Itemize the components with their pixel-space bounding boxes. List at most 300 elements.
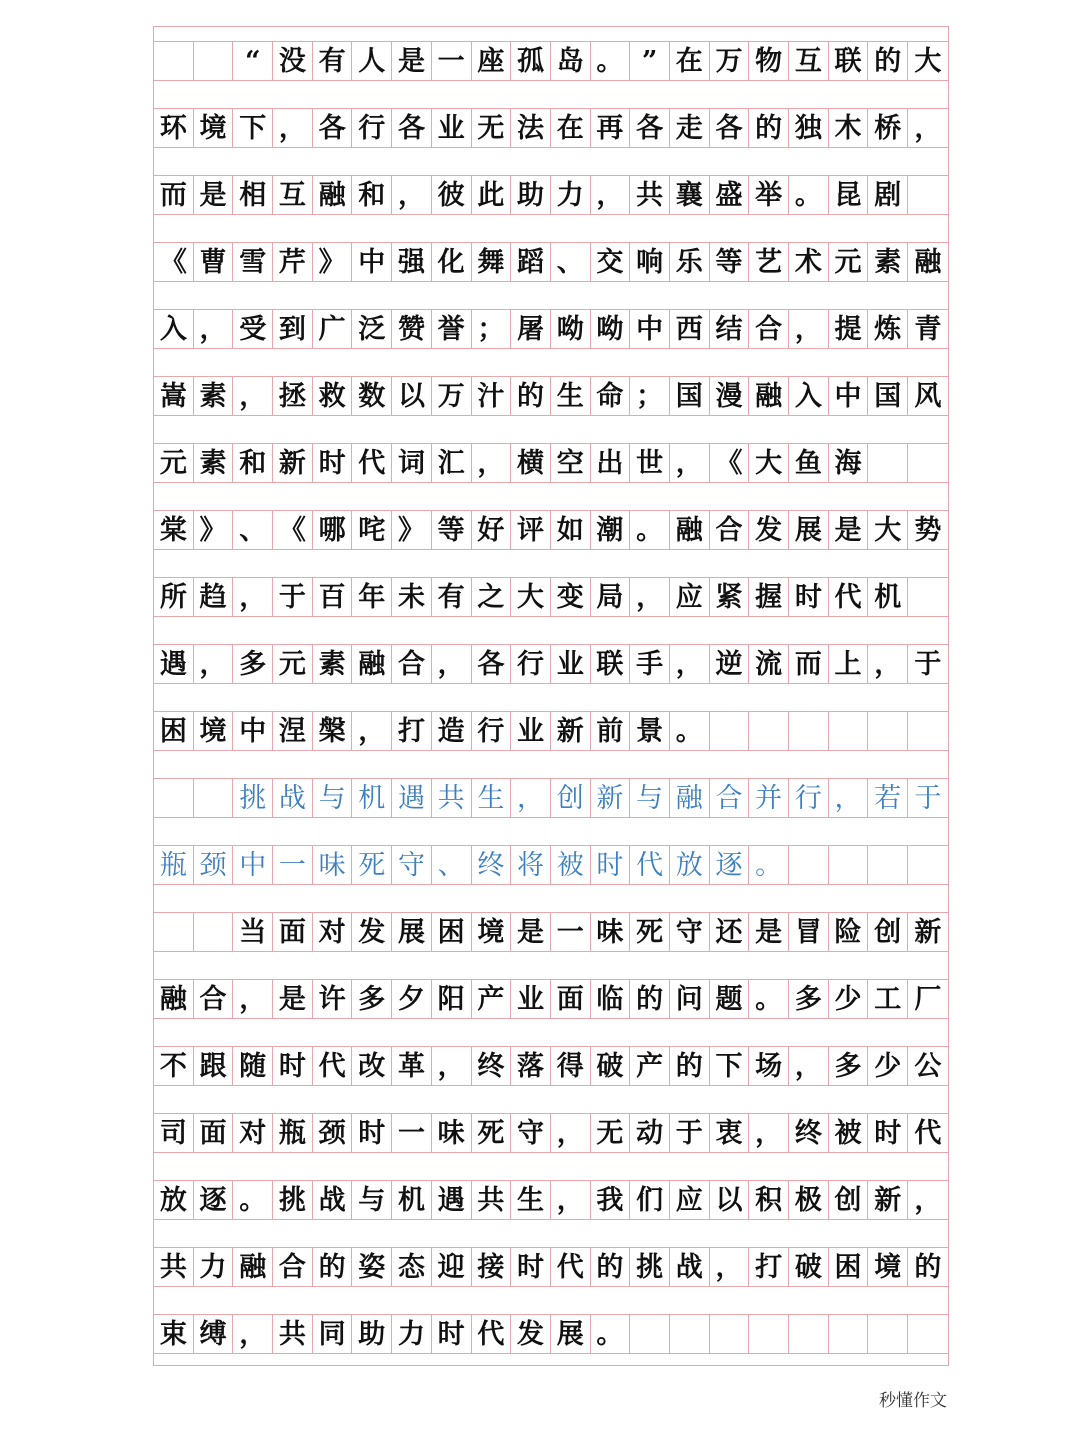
grid-cell: 许 (313, 979, 353, 1019)
grid-cell (829, 845, 869, 885)
grid-cell: 代 (829, 577, 869, 617)
grid-cell: 机 (352, 778, 392, 818)
text-row (154, 108, 948, 148)
grid-cell (194, 41, 234, 81)
grid-cell: 到 (273, 309, 313, 349)
grid-cell: 境 (472, 912, 512, 952)
grid-cell: 流 (749, 644, 789, 684)
grid-cell: 而 (789, 644, 829, 684)
grid-cell: 走 (670, 108, 710, 148)
grid-cell: 变 (551, 577, 591, 617)
grid-cell: 机 (392, 1180, 432, 1220)
grid-cell: 数 (352, 376, 392, 416)
text-row (154, 845, 948, 885)
grid-cell: 国 (868, 376, 908, 416)
grid-cell: 融 (908, 242, 948, 282)
grid-cell: 死 (630, 912, 670, 952)
grid-cell: 极 (789, 1180, 829, 1220)
grid-cell: 咤 (352, 510, 392, 550)
grid-cell: 是 (749, 912, 789, 952)
grid-cell: 共 (273, 1314, 313, 1354)
grid-cell (194, 912, 234, 952)
grid-cell: 面 (273, 912, 313, 952)
text-row (154, 577, 948, 617)
grid-cell: 生 (511, 1180, 551, 1220)
grid-cell: 代 (472, 1314, 512, 1354)
grid-cell: ， (472, 443, 512, 483)
grid-cell: ， (670, 443, 710, 483)
grid-cell: 蹈 (511, 242, 551, 282)
grid-cell: 代 (630, 845, 670, 885)
grid-cell: 束 (154, 1314, 194, 1354)
grid-cell: 时 (511, 1247, 551, 1287)
grid-cell: 多 (233, 644, 273, 684)
grid-cell: 棠 (154, 510, 194, 550)
grid-cell: 挑 (233, 778, 273, 818)
grid-cell: 当 (233, 912, 273, 952)
grid-cell: 此 (472, 175, 512, 215)
grid-cell: 呦 (551, 309, 591, 349)
grid-cell: 入 (789, 376, 829, 416)
grid-cell: 未 (392, 577, 432, 617)
grid-cell: 境 (868, 1247, 908, 1287)
grid-cell: 融 (670, 778, 710, 818)
grid-cell: 合 (194, 979, 234, 1019)
grid-cell: 挑 (273, 1180, 313, 1220)
grid-cell: 创 (829, 1180, 869, 1220)
grid-cell: 合 (273, 1247, 313, 1287)
grid-cell: 广 (313, 309, 353, 349)
grid-cell: 面 (194, 1113, 234, 1153)
grid-cell: 曹 (194, 242, 234, 282)
grid-cell: 力 (551, 175, 591, 215)
grid-cell: ， (273, 108, 313, 148)
grid-cell (710, 711, 750, 751)
grid-cell: 交 (591, 242, 631, 282)
grid-cell: 出 (591, 443, 631, 483)
grid-cell: 革 (392, 1046, 432, 1086)
grid-cell: 展 (789, 510, 829, 550)
text-row (154, 778, 948, 818)
grid-cell: 互 (789, 41, 829, 81)
grid-cell: 中 (233, 711, 273, 751)
grid-cell: 举 (749, 175, 789, 215)
grid-cell: 各 (630, 108, 670, 148)
grid-cell: 死 (352, 845, 392, 885)
grid-cell: 夕 (392, 979, 432, 1019)
grid-cell: 战 (313, 1180, 353, 1220)
grid-cell: 国 (670, 376, 710, 416)
grid-cell (908, 175, 948, 215)
grid-cell: 大 (868, 510, 908, 550)
grid-cell: 空 (551, 443, 591, 483)
grid-cell: 、 (233, 510, 273, 550)
grid-cell: 困 (829, 1247, 869, 1287)
grid-cell (908, 711, 948, 751)
grid-cell: 前 (591, 711, 631, 751)
grid-cell: 随 (233, 1046, 273, 1086)
grid-cell: 融 (154, 979, 194, 1019)
grid-cell: 态 (392, 1247, 432, 1287)
grid-cell: 舞 (472, 242, 512, 282)
grid-cell: 被 (829, 1113, 869, 1153)
text-row (154, 41, 948, 81)
grid-cell: 机 (868, 577, 908, 617)
grid-cell: 是 (273, 979, 313, 1019)
grid-cell: 以 (710, 1180, 750, 1220)
grid-cell: 共 (630, 175, 670, 215)
grid-cell: 风 (908, 376, 948, 416)
grid-cell: 对 (313, 912, 353, 952)
grid-cell: 于 (908, 778, 948, 818)
grid-cell: 融 (313, 175, 353, 215)
grid-cell: 之 (472, 577, 512, 617)
grid-cell: ， (233, 376, 273, 416)
grid-cell: 对 (233, 1113, 273, 1153)
grid-cell: 中 (829, 376, 869, 416)
grid-cell: 艺 (749, 242, 789, 282)
grid-cell: 嵩 (154, 376, 194, 416)
grid-cell: 汁 (472, 376, 512, 416)
text-row (154, 309, 948, 349)
text-row (154, 979, 948, 1019)
grid-cell: ， (432, 1046, 472, 1086)
grid-cell: 终 (472, 845, 512, 885)
grid-cell: 岛 (551, 41, 591, 81)
grid-cell: 素 (194, 376, 234, 416)
grid-cell: 业 (511, 979, 551, 1019)
grid-cell: 共 (472, 1180, 512, 1220)
grid-cell: 的 (908, 1247, 948, 1287)
grid-cell (908, 443, 948, 483)
grid-cell: 孤 (511, 41, 551, 81)
manuscript-grid-paper (153, 26, 949, 1366)
grid-cell: 。 (591, 41, 631, 81)
grid-cell: 青 (908, 309, 948, 349)
grid-cell: 造 (432, 711, 472, 751)
grid-cell: 姿 (352, 1247, 392, 1287)
grid-cell: 产 (472, 979, 512, 1019)
grid-cell: 缚 (194, 1314, 234, 1354)
grid-cell: 潮 (591, 510, 631, 550)
grid-cell: 盛 (710, 175, 750, 215)
grid-cell (908, 1314, 948, 1354)
grid-cell: 衷 (710, 1113, 750, 1153)
grid-cell: 困 (432, 912, 472, 952)
grid-cell: 终 (789, 1113, 829, 1153)
grid-cell: 时 (352, 1113, 392, 1153)
grid-cell: 生 (472, 778, 512, 818)
grid-cell (789, 845, 829, 885)
grid-cell: 同 (313, 1314, 353, 1354)
grid-cell: 海 (829, 443, 869, 483)
grid-cell: 遇 (154, 644, 194, 684)
grid-cell (749, 1314, 789, 1354)
grid-cell: 涅 (273, 711, 313, 751)
grid-cell: 木 (829, 108, 869, 148)
grid-cell: 万 (710, 41, 750, 81)
grid-cell: 相 (233, 175, 273, 215)
grid-cell: 境 (194, 711, 234, 751)
grid-cell: 誉 (432, 309, 472, 349)
grid-cell: 战 (670, 1247, 710, 1287)
grid-cell: 无 (472, 108, 512, 148)
grid-cell: 破 (591, 1046, 631, 1086)
grid-cell: 业 (432, 108, 472, 148)
grid-cell: 融 (352, 644, 392, 684)
grid-cell: ， (908, 1180, 948, 1220)
grid-cell: ， (591, 175, 631, 215)
grid-cell: 有 (313, 41, 353, 81)
grid-cell: 新 (868, 1180, 908, 1220)
grid-cell: 创 (868, 912, 908, 952)
grid-cell: 代 (908, 1113, 948, 1153)
grid-cell: 新 (908, 912, 948, 952)
grid-cell (154, 912, 194, 952)
grid-cell (829, 711, 869, 751)
grid-cell: 打 (392, 711, 432, 751)
grid-cell: 拯 (273, 376, 313, 416)
grid-cell: 强 (392, 242, 432, 282)
grid-cell: 是 (392, 41, 432, 81)
grid-cell: 改 (352, 1046, 392, 1086)
grid-cell: 将 (511, 845, 551, 885)
grid-cell: 紧 (710, 577, 750, 617)
grid-cell: 应 (670, 577, 710, 617)
grid-cell: 战 (273, 778, 313, 818)
grid-cell: 积 (749, 1180, 789, 1220)
grid-cell (868, 845, 908, 885)
text-row (154, 711, 948, 751)
grid-cell: 中 (233, 845, 273, 885)
grid-cell: ， (630, 577, 670, 617)
grid-cell: 发 (511, 1314, 551, 1354)
grid-cell: 芹 (273, 242, 313, 282)
grid-cell: 挑 (630, 1247, 670, 1287)
grid-cell: 。 (749, 845, 789, 885)
grid-cell: 呦 (591, 309, 631, 349)
grid-cell: 多 (352, 979, 392, 1019)
grid-cell: 创 (551, 778, 591, 818)
grid-cell: 独 (789, 108, 829, 148)
grid-cell: 一 (551, 912, 591, 952)
grid-cell: 时 (313, 443, 353, 483)
text-row (154, 175, 948, 215)
grid-cell: ， (551, 1113, 591, 1153)
grid-cell (829, 1314, 869, 1354)
grid-cell: 《 (154, 242, 194, 282)
grid-cell: 的 (749, 108, 789, 148)
grid-cell: 昆 (829, 175, 869, 215)
grid-cell: 和 (352, 175, 392, 215)
grid-cell: 元 (829, 242, 869, 282)
grid-cell: ， (749, 1113, 789, 1153)
grid-cell: 元 (273, 644, 313, 684)
grid-cell: 时 (432, 1314, 472, 1354)
grid-cell: 打 (749, 1247, 789, 1287)
grid-cell: 漫 (710, 376, 750, 416)
grid-cell: 》 (392, 510, 432, 550)
grid-cell: 助 (511, 175, 551, 215)
grid-cell: 联 (829, 41, 869, 81)
grid-cell: 融 (670, 510, 710, 550)
grid-cell (868, 443, 908, 483)
grid-cell: 百 (313, 577, 353, 617)
grid-cell: 的 (630, 979, 670, 1019)
grid-cell: 再 (591, 108, 631, 148)
grid-cell (154, 41, 194, 81)
grid-cell: 赞 (392, 309, 432, 349)
grid-cell: 的 (511, 376, 551, 416)
grid-cell: 命 (591, 376, 631, 416)
grid-cell: ， (868, 644, 908, 684)
grid-cell: 味 (591, 912, 631, 952)
grid-cell: 共 (432, 778, 472, 818)
grid-cell: 多 (829, 1046, 869, 1086)
grid-cell: 术 (789, 242, 829, 282)
grid-cell: 代 (352, 443, 392, 483)
grid-cell: 大 (908, 41, 948, 81)
grid-cell: 展 (551, 1314, 591, 1354)
grid-cell: 动 (630, 1113, 670, 1153)
text-row (154, 443, 948, 483)
grid-cell: 并 (749, 778, 789, 818)
grid-cell: 响 (630, 242, 670, 282)
grid-cell: 下 (233, 108, 273, 148)
grid-cell: 终 (472, 1046, 512, 1086)
grid-cell: ， (551, 1180, 591, 1220)
grid-cell: 代 (313, 1046, 353, 1086)
grid-cell (908, 577, 948, 617)
grid-cell: 乐 (670, 242, 710, 282)
grid-cell: 业 (551, 644, 591, 684)
grid-cell: 得 (551, 1046, 591, 1086)
grid-cell: 厂 (908, 979, 948, 1019)
grid-cell: 景 (630, 711, 670, 751)
grid-cell: 我 (591, 1180, 631, 1220)
grid-cell: 合 (392, 644, 432, 684)
grid-cell: 互 (273, 175, 313, 215)
grid-cell: 哪 (313, 510, 353, 550)
grid-cell: 阳 (432, 979, 472, 1019)
grid-cell: 各 (313, 108, 353, 148)
grid-cell: 救 (313, 376, 353, 416)
grid-cell: 汇 (432, 443, 472, 483)
grid-cell: 少 (868, 1046, 908, 1086)
text-row (154, 1046, 948, 1086)
grid-cell: 联 (591, 644, 631, 684)
grid-cell: 被 (551, 845, 591, 885)
grid-cell: ， (233, 1314, 273, 1354)
grid-cell: 桥 (868, 108, 908, 148)
grid-cell: 是 (511, 912, 551, 952)
grid-cell: 。 (233, 1180, 273, 1220)
grid-cell (868, 1314, 908, 1354)
grid-cell: 槃 (313, 711, 353, 751)
grid-cell: 公 (908, 1046, 948, 1086)
grid-cell: 素 (194, 443, 234, 483)
grid-cell (789, 711, 829, 751)
grid-cell: 颈 (313, 1113, 353, 1153)
grid-cell: 大 (511, 577, 551, 617)
grid-cell: 所 (154, 577, 194, 617)
grid-cell: 。 (789, 175, 829, 215)
grid-cell: 力 (194, 1247, 234, 1287)
grid-cell: 局 (591, 577, 631, 617)
grid-cell: 》 (313, 242, 353, 282)
grid-cell: 各 (710, 108, 750, 148)
grid-cell: ， (908, 108, 948, 148)
grid-cell (194, 778, 234, 818)
grid-cell: 鱼 (789, 443, 829, 483)
grid-cell: 于 (908, 644, 948, 684)
grid-cell: 冒 (789, 912, 829, 952)
grid-cell: 行 (789, 778, 829, 818)
grid-cell: 生 (551, 376, 591, 416)
grid-cell: 合 (749, 309, 789, 349)
grid-cell: 一 (273, 845, 313, 885)
grid-cell: 新 (273, 443, 313, 483)
grid-cell: ， (432, 644, 472, 684)
grid-cell: 环 (154, 108, 194, 148)
grid-cell: 泛 (352, 309, 392, 349)
grid-cell: 各 (392, 108, 432, 148)
grid-cell: 而 (154, 175, 194, 215)
grid-cell: 的 (313, 1247, 353, 1287)
grid-cell: 入 (154, 309, 194, 349)
grid-cell: 中 (352, 242, 392, 282)
grid-cell: 。 (670, 711, 710, 751)
text-row (154, 242, 948, 282)
grid-cell: 时 (868, 1113, 908, 1153)
grid-cell: ” (630, 41, 670, 81)
grid-cell: “ (233, 41, 273, 81)
grid-cell: 、 (551, 242, 591, 282)
grid-cell: 词 (392, 443, 432, 483)
grid-cell: 守 (511, 1113, 551, 1153)
grid-cell: 物 (749, 41, 789, 81)
grid-cell: 与 (630, 778, 670, 818)
grid-cell: 横 (511, 443, 551, 483)
grid-cell: ， (233, 979, 273, 1019)
grid-cell: 发 (749, 510, 789, 550)
grid-cell: 上 (829, 644, 869, 684)
grid-cell: 炼 (868, 309, 908, 349)
grid-cell: 中 (630, 309, 670, 349)
grid-cell: ， (829, 778, 869, 818)
grid-cell: 一 (432, 41, 472, 81)
grid-cell (868, 711, 908, 751)
grid-cell: 座 (472, 41, 512, 81)
grid-cell: 遇 (432, 1180, 472, 1220)
grid-cell: 多 (789, 979, 829, 1019)
grid-cell: ， (789, 309, 829, 349)
grid-cell: 问 (670, 979, 710, 1019)
grid-cell: 共 (154, 1247, 194, 1287)
grid-cell: 在 (670, 41, 710, 81)
grid-cell: 如 (551, 510, 591, 550)
grid-cell: 瓶 (154, 845, 194, 885)
grid-cell: 融 (233, 1247, 273, 1287)
grid-cell: 的 (591, 1247, 631, 1287)
text-row (154, 1314, 948, 1354)
grid-cell: ， (233, 577, 273, 617)
grid-cell (670, 1314, 710, 1354)
grid-cell: 。 (591, 1314, 631, 1354)
grid-cell: 业 (511, 711, 551, 751)
grid-cell (154, 778, 194, 818)
grid-cell: 题 (710, 979, 750, 1019)
